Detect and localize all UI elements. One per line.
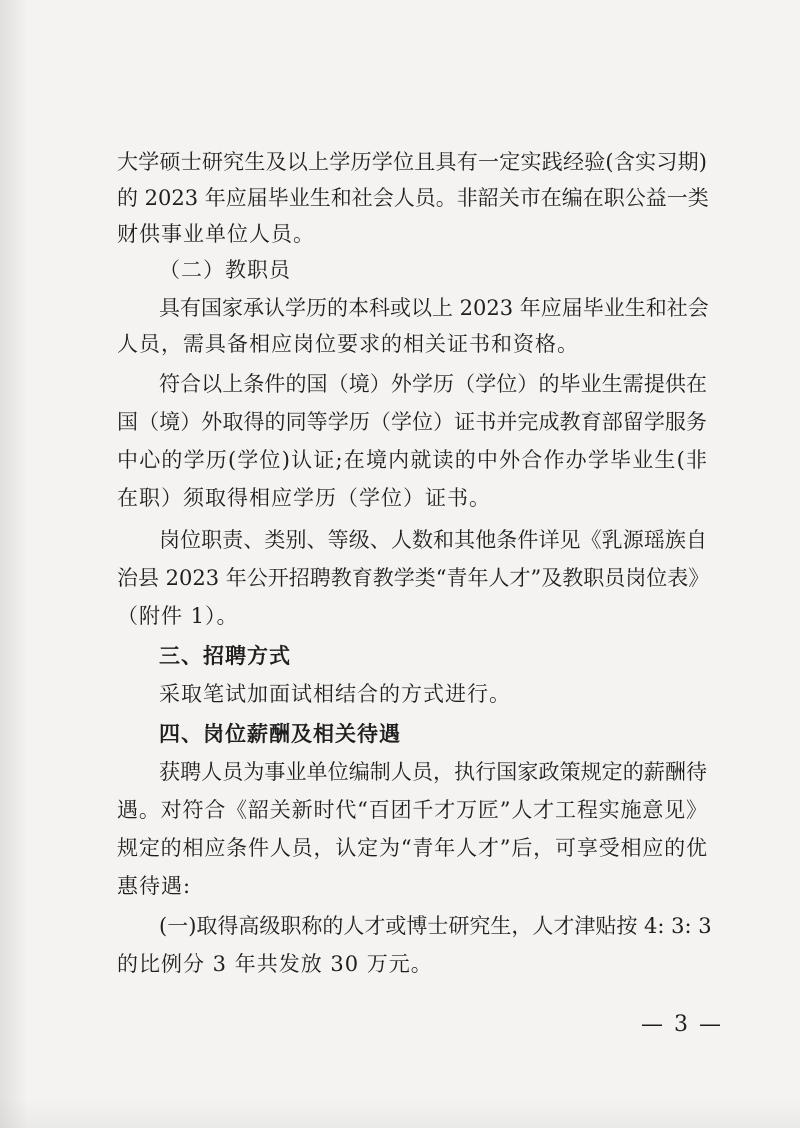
paragraph-line: 获聘人员为事业单位编制人员，执行国家政策规定的薪酬待 xyxy=(159,760,707,784)
paragraph-line: （附件 1）。 xyxy=(117,604,239,628)
page-number: — 3 — xyxy=(641,1012,723,1037)
section-heading: 四、岗位薪酬及相关待遇 xyxy=(159,722,401,746)
paragraph-line: (一)取得高级职称的人才或博士研究生，人才津贴按 4: 3: 3 xyxy=(159,914,712,938)
paragraph-line: 大学硕士研究生及以上学历学位且具有一定实践经验(含实习期) xyxy=(117,150,707,174)
paragraph-line: 中心的学历(学位)认证;在境内就读的中外合作办学毕业生(非 xyxy=(117,448,707,472)
paragraph-line: 国（境）外取得的同等学历（学位）证书并完成教育部留学服务 xyxy=(117,410,707,434)
paragraph-line: 采取笔试加面试相结合的方式进行。 xyxy=(159,682,511,706)
paragraph-line: 的比例分 3 年共发放 30 万元。 xyxy=(117,952,433,976)
scan-shadow-left xyxy=(0,0,28,1128)
paragraph-line: 人员，需具备相应岗位要求的相关证书和资格。 xyxy=(117,332,579,356)
paragraph-line: 岗位职责、类别、等级、人数和其他条件详见《乳源瑶族自 xyxy=(159,528,707,552)
paragraph-line: 财供事业单位人员。 xyxy=(117,222,315,246)
paragraph-line: 具有国家承认学历的本科或以上 2023 年应届毕业生和社会 xyxy=(159,296,709,320)
section-heading: 三、招聘方式 xyxy=(159,644,291,668)
paragraph-line: 治县 2023 年公开招聘教育教学类“青年人才”及教职员岗位表》 xyxy=(117,566,710,590)
paragraph-line: 在职）须取得相应学历（学位）证书。 xyxy=(117,486,491,510)
scan-shadow-bottom xyxy=(0,1098,800,1128)
paragraph-line: 的 2023 年应届毕业生和社会人员。非韶关市在编在职公益一类 xyxy=(117,186,709,210)
paragraph-line: 惠待遇: xyxy=(117,874,192,898)
paragraph-line: 遇。对符合《韶关新时代“百团千才万匠”人才工程实施意见》 xyxy=(117,798,707,822)
paragraph-line: 规定的相应条件人员，认定为“青年人才”后，可享受相应的优 xyxy=(117,836,707,860)
subsection-heading: （二）教职员 xyxy=(159,258,291,282)
paragraph-line: 符合以上条件的国（境）外学历（学位）的毕业生需提供在 xyxy=(159,372,707,396)
